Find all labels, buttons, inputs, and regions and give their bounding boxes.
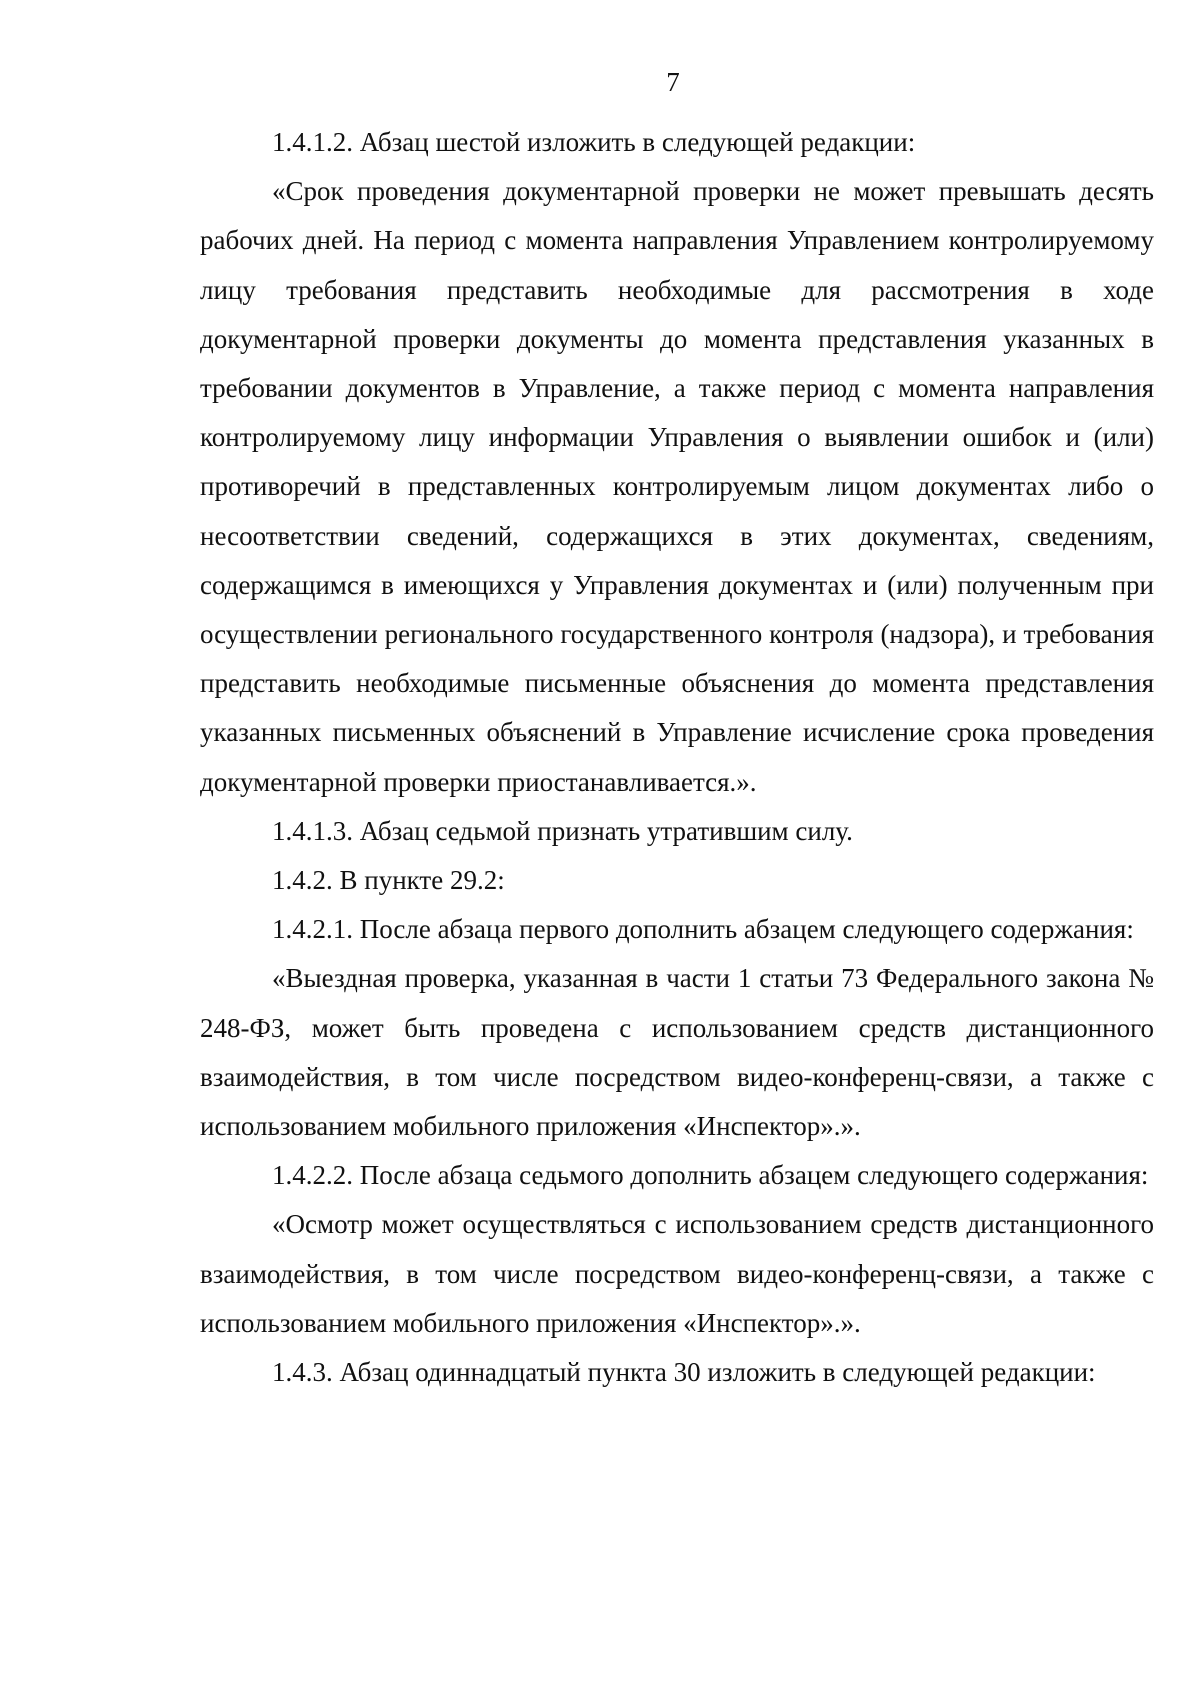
paragraph-quote-onsite-inspection: «Выездная проверка, указанная в части 1 статьи 73 Федерального закона № 248-ФЗ, может быть проведена с использованием средств дистанционного взаимодействия, в том числе посредством видео-конференц-связи, а также с использованием мобильного приложения «Инспектор».».	[200, 963, 1154, 1142]
paragraph-1-4-2-2: 1.4.2.2. После абзаца седьмого дополнить абзацем следующего содержания:	[272, 1160, 1149, 1191]
paragraph-1-4-2-1: 1.4.2.1. После абзаца первого дополнить абзацем следующего содержания:	[272, 914, 1134, 945]
paragraph-1-4-3: 1.4.3. Абзац одиннадцатый пункта 30 изложить в следующей редакции:	[272, 1357, 1096, 1388]
page-number-text: 7	[666, 67, 680, 97]
paragraph-quote-inspection-remote: «Осмотр может осуществляться с использованием средств дистанционного взаимодействия, в том числе посредством видео-конференц-связи, а также с использованием мобильного приложения «Инспектор».».	[200, 1209, 1154, 1338]
paragraph-1-4-1-3: 1.4.1.3. Абзац седьмой признать утратившим силу.	[272, 815, 853, 846]
paragraph-1-4-2: 1.4.2. В пункте 29.2:	[272, 865, 505, 896]
document-body	[200, 118, 1154, 1397]
paragraph-quote-document-check-term: «Срок проведения документарной проверки не может превышать десять рабочих дней. На период с момента направления Управлением контролируемому лицу требования представить необходимые для рассмотрения в ходе документарной проверки документы до момента представления указанных в требовании документов в Управление, а также период с момента направления контролируемому лицу информации Управления о выявлении ошибок и (или) противоречий в представленных контролируемым лицом документах либо о несоответствии сведений, содержащихся в этих документах, сведениям, содержащимся в имеющихся у Управления документах и (или) полученным при осуществлении регионального государственного контроля (надзора), и требования представить необходимые письменные объяснения до момента представления указанных письменных объяснений в Управление исчисление срока проведения документарной проверки приостанавливается.».	[200, 176, 1154, 797]
paragraph-1-4-1-2: 1.4.1.2. Абзац шестой изложить в следующей редакции:	[272, 127, 916, 157]
